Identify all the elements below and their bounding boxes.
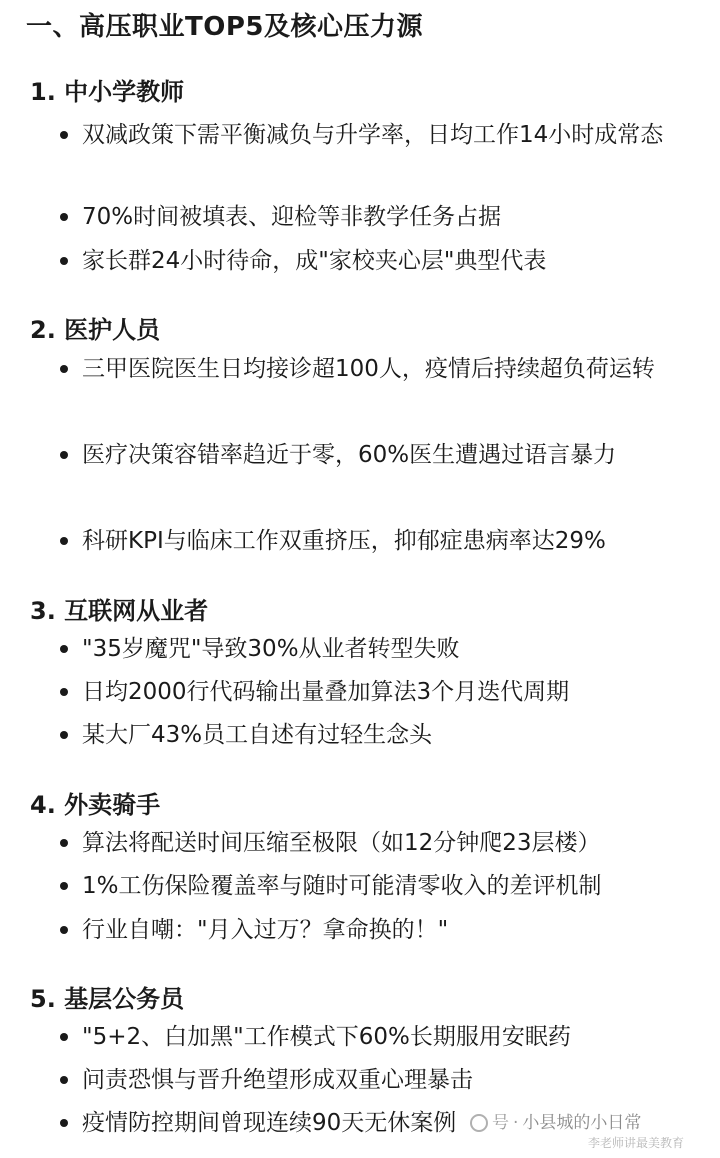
watermark (470, 1108, 641, 1133)
bullet-dot-icon (60, 1119, 68, 1127)
bullet-dot-icon (60, 213, 68, 221)
list-item (56, 824, 696, 863)
list-item-text: 科研KPI与临床工作双重挤压，抑郁症患病率达29% (82, 528, 606, 554)
section-title-riders: 4. 外卖骑手 (30, 791, 161, 819)
bullet-dot-icon (60, 365, 68, 373)
list-item-text: 家长群24小时待命，成"家校夹心层"典型代表 (82, 248, 547, 274)
list-item (56, 350, 696, 389)
bullet-dot-icon (60, 839, 68, 847)
list-item-text: 行业自嘲："月入过万？拿命换的！" (82, 917, 449, 943)
list-item-text: 三甲医院医生日均接诊超100人，疫情后持续超负荷运转 (82, 356, 655, 382)
watermark-account-name: 小县城的小日常 (522, 1113, 642, 1133)
list-item-text: 1%工伤保险覆盖率与随时可能清零收入的差评机制 (82, 873, 602, 899)
page-title: 一、高压职业TOP5及核心压力源 (26, 12, 423, 42)
list-item (56, 198, 696, 237)
list-item (56, 116, 696, 155)
list-item (56, 867, 696, 906)
bullet-dot-icon (60, 451, 68, 459)
list-item-text: "5+2、白加黑"工作模式下60%长期服用安眠药 (82, 1024, 571, 1050)
list-item (56, 716, 696, 755)
list-item (56, 522, 696, 561)
watermark-sub: 李老师讲最美教育 (588, 1136, 685, 1150)
list-item-text: "35岁魔咒"导致30%从业者转型失败 (82, 636, 460, 662)
bullet-dot-icon (60, 1076, 68, 1084)
list-item-text: 算法将配送时间压缩至极限（如12分钟爬23层楼） (82, 830, 601, 856)
bullet-dot-icon (60, 257, 68, 265)
bullet-dot-icon (60, 882, 68, 890)
bullet-dot-icon (60, 926, 68, 934)
account-logo-icon (470, 1114, 488, 1132)
list-item (56, 1018, 696, 1057)
bullet-dot-icon (60, 688, 68, 696)
bullet-dot-icon (60, 537, 68, 545)
list-item-text: 医疗决策容错率趋近于零，60%医生遭遇过语言暴力 (82, 442, 617, 468)
list-item-text: 问责恐惧与晋升绝望形成双重心理暴击 (82, 1067, 473, 1093)
bullet-dot-icon (60, 131, 68, 139)
list-item-text: 双减政策下需平衡减负与升学率，日均工作14小时成常态 (82, 122, 664, 148)
list-item (56, 630, 696, 669)
list-item-text: 某大厂43%员工自述有过轻生念头 (82, 722, 433, 748)
watermark-prefix: 号 (492, 1113, 509, 1133)
list-item-text: 疫情防控期间曾现连续90天无休案例 (82, 1110, 457, 1136)
section-title-civil-servants: 5. 基层公务员 (30, 985, 185, 1013)
bullet-dot-icon (60, 1033, 68, 1041)
watermark-separator: · (513, 1113, 519, 1133)
list-item (56, 1061, 696, 1100)
list-item (56, 911, 696, 950)
list-item (56, 436, 696, 475)
section-title-teachers: 1. 中小学教师 (30, 78, 185, 106)
section-title-internet: 3. 互联网从业者 (30, 597, 209, 625)
bullet-dot-icon (60, 645, 68, 653)
list-item (56, 673, 696, 712)
list-item-text: 70%时间被填表、迎检等非教学任务占据 (82, 204, 502, 230)
list-item-text: 日均2000行代码输出量叠加算法3个月迭代周期 (82, 679, 570, 705)
section-title-medical: 2. 医护人员 (30, 316, 161, 344)
list-item (56, 242, 696, 281)
bullet-dot-icon (60, 731, 68, 739)
